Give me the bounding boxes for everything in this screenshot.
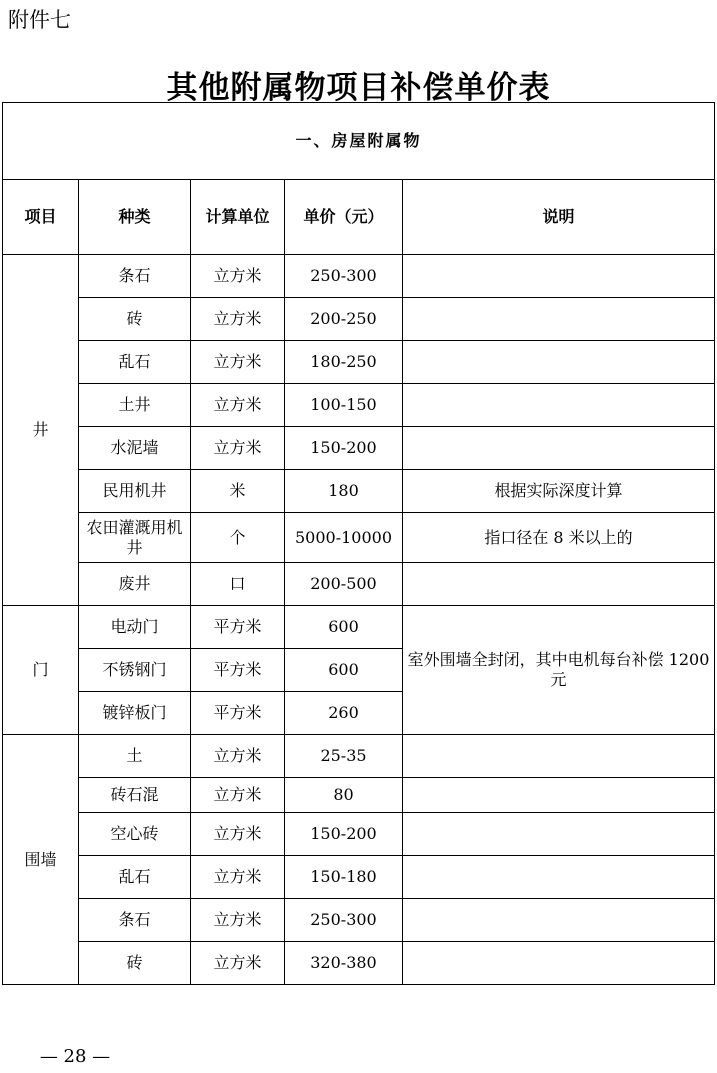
cell-type: 民用机井 bbox=[79, 470, 191, 513]
cell-price: 250-300 bbox=[285, 255, 403, 298]
table-row bbox=[3, 942, 715, 985]
cell-note bbox=[403, 942, 715, 985]
cell-note: 根据实际深度计算 bbox=[403, 470, 715, 513]
cell-unit: 口 bbox=[191, 563, 285, 606]
cell-type: 农田灌溉用机井 bbox=[79, 513, 191, 563]
cell-type: 土井 bbox=[79, 384, 191, 427]
table-row bbox=[3, 298, 715, 341]
cell-unit: 立方米 bbox=[191, 899, 285, 942]
table-row bbox=[3, 470, 715, 513]
cell-type: 不锈钢门 bbox=[79, 649, 191, 692]
cell-note bbox=[403, 899, 715, 942]
table-row bbox=[3, 606, 715, 649]
cell-unit: 米 bbox=[191, 470, 285, 513]
cell-unit: 立方米 bbox=[191, 813, 285, 856]
cell-unit: 立方米 bbox=[191, 298, 285, 341]
table-row bbox=[3, 341, 715, 384]
cell-type: 砖石混 bbox=[79, 778, 191, 813]
cell-note bbox=[403, 778, 715, 813]
cell-price: 150-180 bbox=[285, 856, 403, 899]
cell-note bbox=[403, 427, 715, 470]
cell-price: 250-300 bbox=[285, 899, 403, 942]
cell-type: 条石 bbox=[79, 899, 191, 942]
cell-unit: 个 bbox=[191, 513, 285, 563]
cell-price: 600 bbox=[285, 606, 403, 649]
cell-unit: 平方米 bbox=[191, 692, 285, 735]
cell-price: 600 bbox=[285, 649, 403, 692]
table-row bbox=[3, 813, 715, 856]
group-name-well: 井 bbox=[3, 255, 79, 606]
page-number: — 28 — bbox=[39, 1046, 111, 1067]
cell-unit: 平方米 bbox=[191, 606, 285, 649]
cell-type: 乱石 bbox=[79, 856, 191, 899]
cell-note: 指口径在 8 米以上的 bbox=[403, 513, 715, 563]
cell-note bbox=[403, 563, 715, 606]
cell-price: 200-250 bbox=[285, 298, 403, 341]
table-row bbox=[3, 384, 715, 427]
group-name-door: 门 bbox=[3, 606, 79, 735]
cell-unit: 立方米 bbox=[191, 735, 285, 778]
cell-type: 空心砖 bbox=[79, 813, 191, 856]
cell-price: 180-250 bbox=[285, 341, 403, 384]
cell-type: 条石 bbox=[79, 255, 191, 298]
table-row bbox=[3, 899, 715, 942]
table-row bbox=[3, 427, 715, 470]
cell-unit: 立方米 bbox=[191, 778, 285, 813]
cell-price: 150-200 bbox=[285, 813, 403, 856]
cell-price: 260 bbox=[285, 692, 403, 735]
cell-price: 150-200 bbox=[285, 427, 403, 470]
cell-unit: 立方米 bbox=[191, 942, 285, 985]
cell-note bbox=[403, 813, 715, 856]
cell-unit: 立方米 bbox=[191, 255, 285, 298]
table-row bbox=[3, 778, 715, 813]
cell-price: 100-150 bbox=[285, 384, 403, 427]
cell-type: 土 bbox=[79, 735, 191, 778]
cell-price: 320-380 bbox=[285, 942, 403, 985]
table-row bbox=[3, 735, 715, 778]
table-row bbox=[3, 856, 715, 899]
table-row bbox=[3, 255, 715, 298]
cell-type: 水泥墙 bbox=[79, 427, 191, 470]
cell-price: 200-500 bbox=[285, 563, 403, 606]
attachment-label: 附件七 bbox=[8, 8, 71, 32]
cell-type: 电动门 bbox=[79, 606, 191, 649]
cell-type: 镀锌板门 bbox=[79, 692, 191, 735]
cell-note-door: 室外围墙全封闭，其中电机每台补偿 1200 元 bbox=[403, 606, 715, 735]
header-type: 种类 bbox=[79, 180, 191, 255]
compensation-table bbox=[2, 102, 715, 985]
header-row bbox=[3, 180, 715, 255]
cell-note bbox=[403, 341, 715, 384]
cell-type: 砖 bbox=[79, 298, 191, 341]
cell-unit: 平方米 bbox=[191, 649, 285, 692]
cell-note bbox=[403, 856, 715, 899]
table-row bbox=[3, 563, 715, 606]
header-unit: 计算单位 bbox=[191, 180, 285, 255]
cell-price: 5000-10000 bbox=[285, 513, 403, 563]
cell-type: 乱石 bbox=[79, 341, 191, 384]
cell-unit: 立方米 bbox=[191, 427, 285, 470]
table-row bbox=[3, 513, 715, 563]
cell-note bbox=[403, 735, 715, 778]
cell-type: 砖 bbox=[79, 942, 191, 985]
header-note: 说明 bbox=[403, 180, 715, 255]
cell-type: 废井 bbox=[79, 563, 191, 606]
group-name-wall: 围墙 bbox=[3, 735, 79, 985]
section-title: 一、房屋附属物 bbox=[3, 103, 715, 180]
cell-price: 180 bbox=[285, 470, 403, 513]
page-title: 其他附属物项目补偿单价表 bbox=[166, 70, 551, 106]
cell-price: 80 bbox=[285, 778, 403, 813]
cell-note bbox=[403, 384, 715, 427]
cell-unit: 立方米 bbox=[191, 384, 285, 427]
header-item: 项目 bbox=[3, 180, 79, 255]
header-price: 单价（元） bbox=[285, 180, 403, 255]
cell-unit: 立方米 bbox=[191, 341, 285, 384]
cell-unit: 立方米 bbox=[191, 856, 285, 899]
cell-note bbox=[403, 298, 715, 341]
cell-note bbox=[403, 255, 715, 298]
section-row bbox=[3, 103, 715, 180]
cell-price: 25-35 bbox=[285, 735, 403, 778]
